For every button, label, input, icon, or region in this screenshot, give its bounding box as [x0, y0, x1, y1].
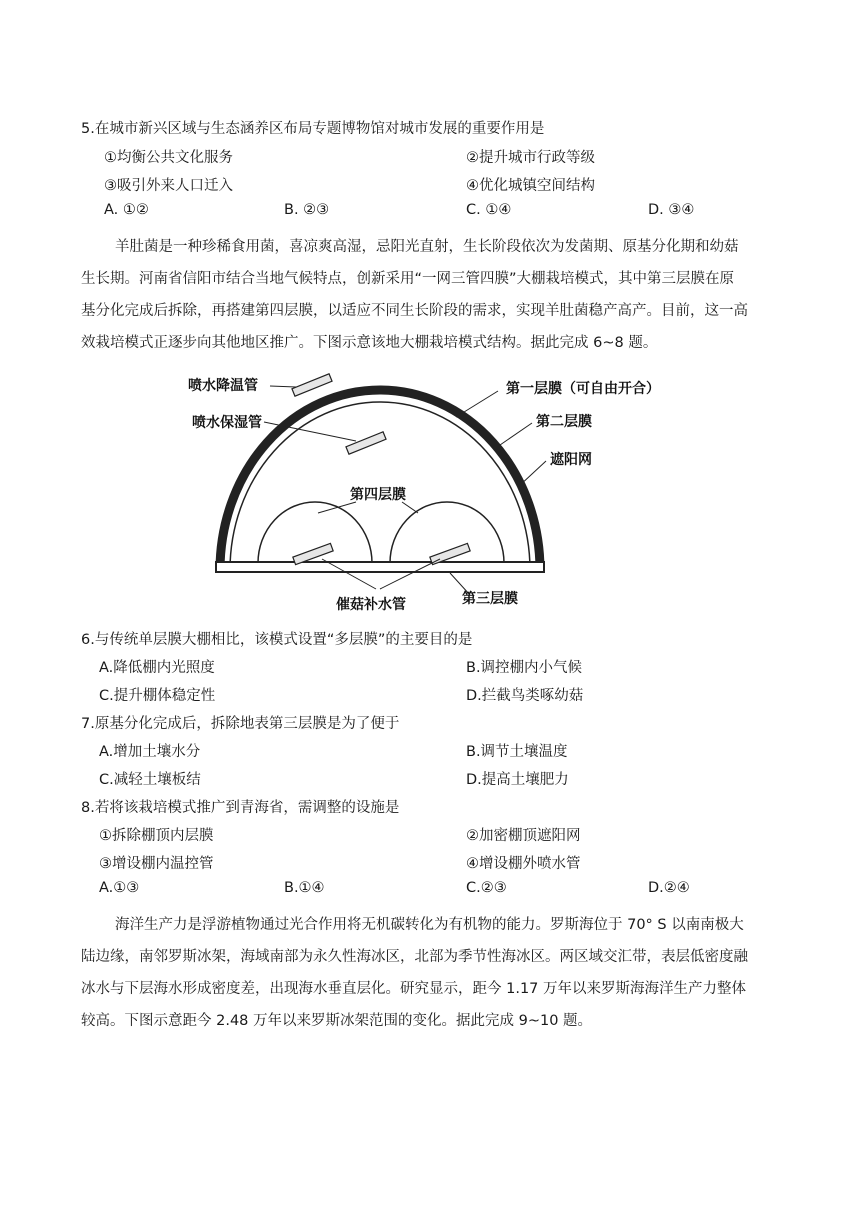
q5-choice-b: B. ②③ — [284, 202, 330, 218]
q7-choice-d: D.提高土壤肥力 — [466, 772, 569, 788]
passage2-line-2: 陆边缘，南邻罗斯冰架，海域南部为永久性海冰区，北部为季节性海冰区。两区域交汇带，表层低密度融 — [81, 949, 748, 965]
q6-choice-c: C.提升棚体稳定性 — [99, 688, 216, 704]
q8-choice-a: A.①③ — [99, 880, 140, 896]
q7-stem: 7.原基分化完成后，拆除地表第三层膜是为了便于 — [81, 716, 400, 732]
q5-choice-c: C. ①④ — [466, 202, 512, 218]
q8-item-2: ②加密棚顶遮阳网 — [466, 828, 581, 844]
q6-choice-b: B.调控棚内小气候 — [466, 660, 583, 676]
passage2-line-1: 海洋生产力是浮游植物通过光合作用将无机碳转化为有机物的能力。罗斯海位于 70° S 以南南极大 — [115, 917, 744, 933]
q8-item-1: ①拆除棚顶内层膜 — [99, 828, 214, 844]
q8-item-4: ④增设棚外喷水管 — [466, 856, 581, 872]
film-inner-arch — [230, 402, 530, 570]
spray-humid-pipe — [346, 432, 386, 454]
label-spray-cool: 喷水降温管 — [188, 378, 258, 394]
label-shade-net: 遮阳网 — [550, 452, 592, 468]
shade-net-arch — [220, 390, 540, 570]
label-film4: 第四层膜 — [350, 487, 406, 503]
q5-item-4: ④优化城镇空间结构 — [466, 178, 595, 194]
label-spray-humid: 喷水保湿管 — [192, 415, 262, 431]
q8-choice-c: C.②③ — [466, 880, 507, 896]
q8-item-3: ③增设棚内温控管 — [99, 856, 214, 872]
q6-choice-a: A.降低棚内光照度 — [99, 660, 215, 676]
q5-item-3: ③吸引外来人口迁入 — [104, 178, 233, 194]
q6-stem: 6.与传统单层膜大棚相比，该模式设置“多层膜”的主要目的是 — [81, 632, 473, 648]
q8-choice-d: D.②④ — [648, 880, 690, 896]
ground-base — [216, 562, 544, 572]
label-replenish: 催菇补水管 — [336, 597, 406, 613]
q5-stem: 5.在城市新兴区域与生态涵养区布局专题博物馆对城市发展的重要作用是 — [81, 121, 545, 137]
label-film2: 第二层膜 — [536, 414, 592, 430]
q5-item-2: ②提升城市行政等级 — [466, 150, 595, 166]
q8-stem: 8.若将该栽培模式推广到青海省，需调整的设施是 — [81, 800, 400, 816]
q5-choice-a: A. ①② — [104, 202, 149, 218]
greenhouse-diagram — [180, 365, 700, 615]
q8-choice-b: B.①④ — [284, 880, 325, 896]
passage2-line-4: 较高。下图示意距今 2.48 万年以来罗斯冰架范围的变化。据此完成 9~10 题。 — [81, 1013, 593, 1029]
q6-choice-d: D.拦截鸟类啄幼菇 — [466, 688, 584, 704]
passage1-line-1: 羊肚菌是一种珍稀食用菌，喜凉爽高湿，忌阳光直射，生长阶段依次为发菌期、原基分化期和幼菇 — [115, 239, 739, 255]
passage2-line-3: 冰水与下层海水形成密度差，出现海水垂直层化。研究显示，距今 1.17 万年以来罗斯海海洋生产力整体 — [81, 981, 746, 997]
q7-choice-b: B.调节土壤温度 — [466, 744, 568, 760]
q5-item-1: ①均衡公共文化服务 — [104, 150, 233, 166]
q7-choice-a: A.增加土壤水分 — [99, 744, 201, 760]
q5-choice-d: D. ③④ — [648, 202, 695, 218]
spray-cool-pipe — [292, 374, 332, 396]
label-film3: 第三层膜 — [462, 591, 518, 607]
q7-choice-c: C.减轻土壤板结 — [99, 772, 201, 788]
passage1-line-2: 生长期。河南省信阳市结合当地气候特点，创新采用“一网三管四膜”大棚栽培模式，其中第三层膜在原 — [81, 271, 735, 287]
passage1-line-3: 基分化完成后拆除，再搭建第四层膜，以适应不同生长阶段的需求，实现羊肚菌稳产高产。目前，这一高 — [81, 303, 748, 319]
label-film1: 第一层膜（可自由开合） — [506, 381, 660, 397]
passage1-line-4: 效栽培模式正逐步向其他地区推广。下图示意该地大棚栽培模式结构。据此完成 6~8 题。 — [81, 335, 658, 351]
